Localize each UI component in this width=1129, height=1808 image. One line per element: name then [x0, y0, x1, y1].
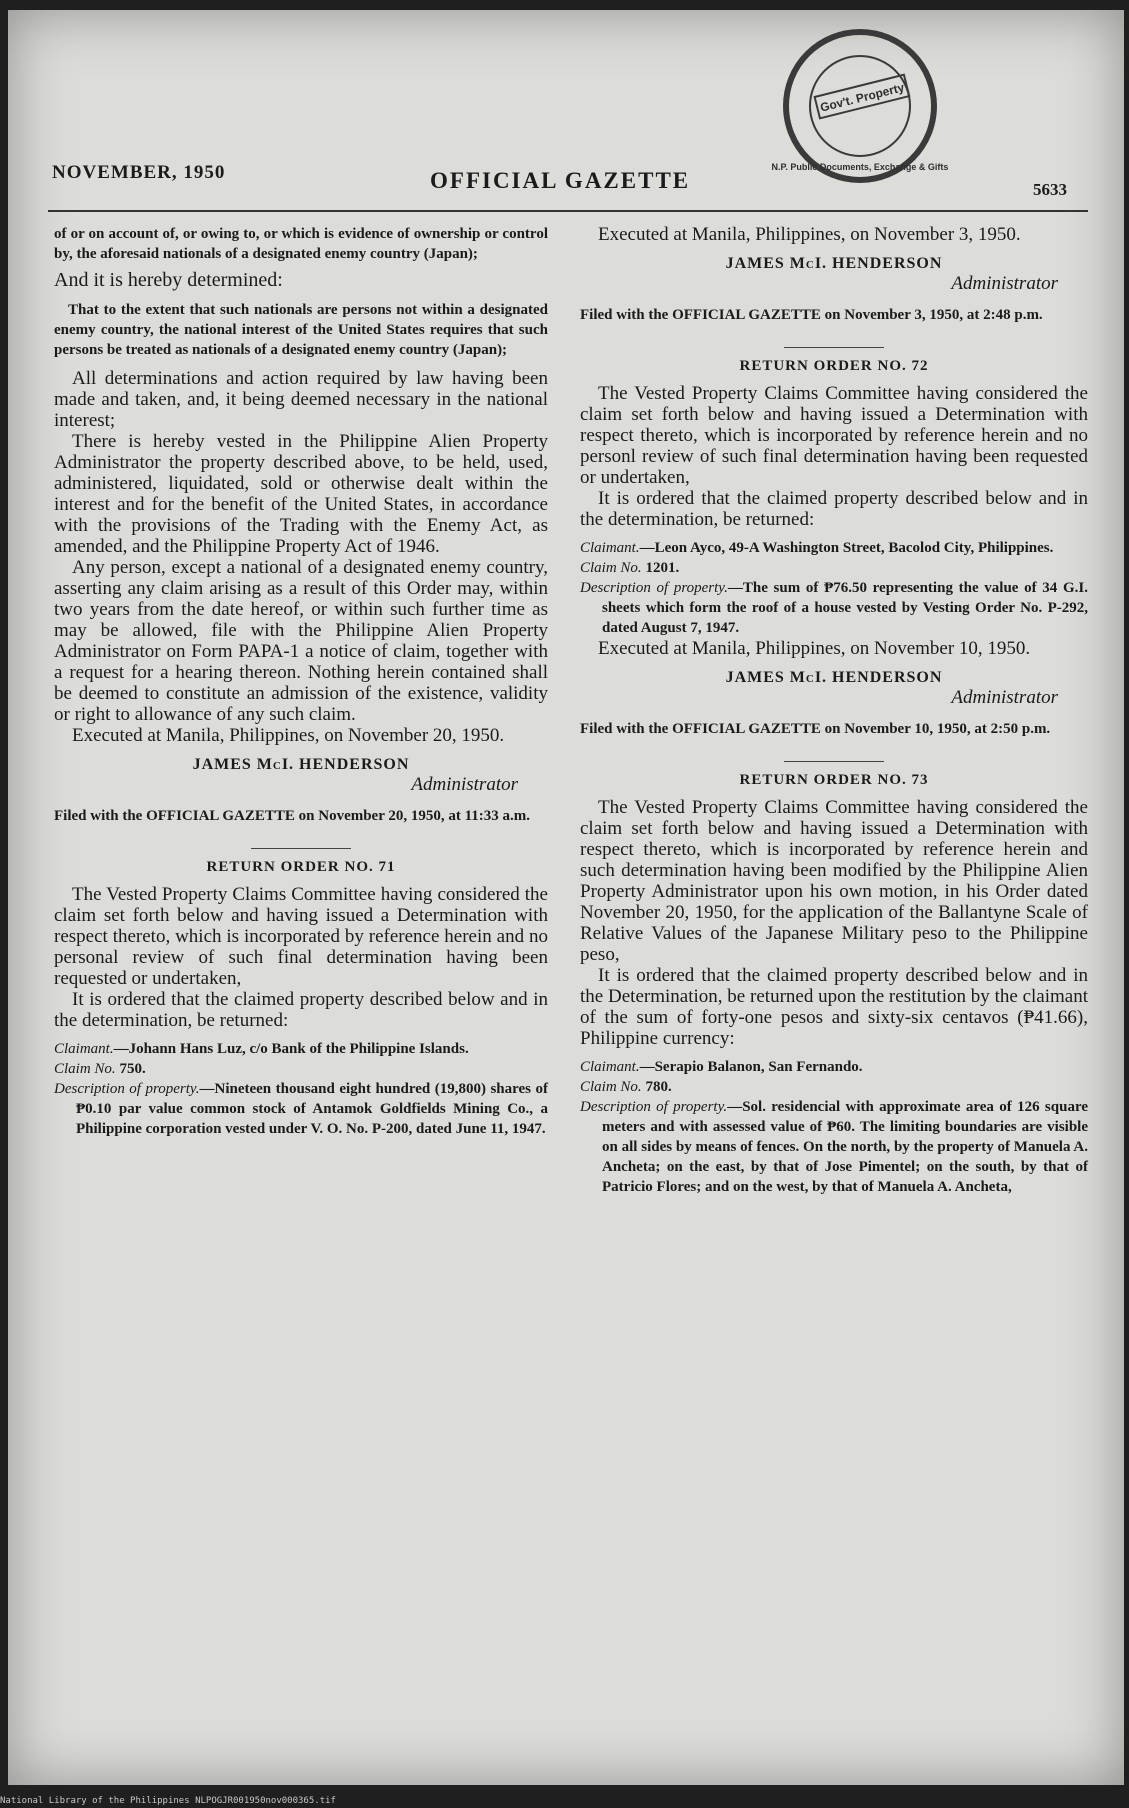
return-order-73-heading: RETURN ORDER NO. 73: [739, 772, 929, 788]
ro73-claim-number: Claim No. 780.: [580, 1079, 672, 1095]
return-order-71-heading: RETURN ORDER NO. 71: [206, 859, 396, 875]
executed-line: Executed at Manila, Philippines, on November 20, 1950.: [72, 725, 505, 746]
vesting-paragraph-4: All determinations and action required by law having been made and taken, and, it being deemed necessary in the national interest;: [54, 368, 548, 431]
vesting-paragraph-5: There is hereby vested in the Philippine Alien Property Administrator the property described above, to be held, used, administered, liquidated, sold or otherwise dealt within the interest and for the benefit of the United States, in accordance with the provisions of the Trading with the Enemy Act, as amended, and the Philippine Property Act of 1946.: [54, 431, 548, 557]
ro72-filing-note: Filed with the OFFICIAL GAZETTE on November 10, 1950, at 2:50 p.m.: [580, 721, 1051, 737]
stamp-text: Gov't. Property: [818, 80, 906, 115]
ro71-claim-number: Claim No. 750.: [54, 1061, 146, 1077]
ro72-paragraph-1: The Vested Property Claims Committee having considered the claim set forth below and having issued a Determination with respect thereto, which is incorporated by reference herein and no personl review of such final determination having been requested or undertaken,: [580, 383, 1088, 488]
filing-note: Filed with the OFFICIAL GAZETTE on November 20, 1950, at 11:33 a.m.: [54, 808, 531, 824]
signatory-name: JAMES McI. HENDERSON: [725, 255, 943, 272]
ro73-description: Description of property.—Sol. residencial with approximate area of 126 square meters and with assessed value of ₱60. The limiting boundaries are visible on all sides by means of fences. On the north, by the property of Manuela A. Ancheta; on the east, by that of Jose Pimentel; on the south, by that of Patricio Flores; and on the west, by that of Manuela A. Ancheta,: [580, 1099, 1088, 1195]
executed-line: Executed at Manila, Philippines, on November 3, 1950.: [598, 224, 1021, 245]
vesting-paragraph-1: of or on account of, or owing to, or which is evidence of ownership or control by, the aforesaid nationals of a designated enemy country (Japan);: [54, 226, 548, 262]
ro72-executed-line: Executed at Manila, Philippines, on November 10, 1950.: [598, 638, 1031, 659]
gazette-page: [8, 10, 1124, 1785]
signatory-name: JAMES McI. HENDERSON: [192, 756, 410, 773]
header-rule: [48, 210, 1088, 212]
ro72-claim-number: Claim No. 1201.: [580, 560, 680, 576]
section-divider: [784, 347, 884, 348]
ro73-paragraph-1: The Vested Property Claims Committee having considered the claim set forth below and having issued a Determination with respect thereto, which is incorporated by reference herein and such determination having been modified by the Philippine Alien Property Administrator upon his own motion, in his Order dated November 20, 1950, for the application of the Ballantyne Scale of Relative Values of the Japanese Military peso to the Philippine peso,: [580, 797, 1088, 965]
ro71-paragraph-1: The Vested Property Claims Committee having considered the claim set forth below and having issued a Determination with respect thereto, which is incorporated by reference herein and no personal review of such final determination having been requested or undertaken,: [54, 884, 548, 989]
return-order-72-heading: RETURN ORDER NO. 72: [739, 358, 929, 374]
ro72-claimant: Claimant.—Leon Ayco, 49-A Washington Street, Bacolod City, Philippines.: [580, 540, 1054, 556]
issue-date: NOVEMBER, 1950: [52, 162, 226, 183]
ro72-description: Description of property.—The sum of ₱76.50 representing the value of 34 G.I. sheets which form the roof of a house vested by Vesting Order No. P-292, dated August 7, 1947.: [580, 580, 1088, 636]
ro72-signatory-title: Administrator: [951, 687, 1058, 708]
right-column: [580, 224, 1088, 1197]
section-divider: [251, 848, 351, 849]
ro71-paragraph-2: It is ordered that the claimed property described below and in the determination, be returned:: [54, 989, 548, 1031]
determination-lead: And it is hereby determined:: [54, 269, 283, 291]
stamp-ring-text: N.P. Public Documents, Exchange & Gifts: [771, 162, 949, 172]
vesting-paragraph-6: Any person, except a national of a designated enemy country, asserting any claim arising as a result of this Order may, within two years from the date hereof, or within such further time as may be allowed, file with the Philippine Alien Property Administrator on Form PAPA-1 a notice of claim, together with a request for a hearing thereon. Nothing herein contained shall be deemed to constitute an admission of the existence, validity or right to allowance of any such claim.: [54, 557, 548, 725]
vesting-paragraph-3: That to the extent that such nationals are persons not within a designated enemy country, the national interest of the United States requires that such persons be treated as nationals of a designated enemy country (Japan);: [54, 302, 548, 358]
scan-source-caption: National Library of the Philippines NLPOGJR001950nov000365.tif: [0, 1796, 336, 1806]
left-column: [54, 224, 548, 1139]
ro72-signatory-name: JAMES McI. HENDERSON: [725, 669, 943, 686]
signatory-title: Administrator: [951, 273, 1058, 294]
publication-title: OFFICIAL GAZETTE: [430, 168, 691, 193]
ro73-paragraph-2: It is ordered that the claimed property described below and in the Determination, be returned upon the restitution by the claimant of the sum of forty-one pesos and sixty-six centavos (₱41.66), Philippine currency:: [580, 965, 1088, 1049]
ro71-claimant: Claimant.—Johann Hans Luz, c/o Bank of the Philippine Islands.: [54, 1041, 469, 1057]
ro71-description: Description of property.—Nineteen thousand eight hundred (19,800) shares of ₱0.10 par value common stock of Antamok Goldfields Mining Co., a Philippine corporation vested under V. O. No. P-200, dated June 11, 1947.: [54, 1081, 548, 1137]
filing-note: Filed with the OFFICIAL GAZETTE on November 3, 1950, at 2:48 p.m.: [580, 307, 1043, 323]
ro72-paragraph-2: It is ordered that the claimed property described below and in the determination, be returned:: [580, 488, 1088, 530]
page-number: 5633: [1033, 180, 1067, 199]
government-property-stamp: [760, 28, 960, 188]
section-divider: [784, 761, 884, 762]
signatory-title: Administrator: [411, 774, 518, 795]
ro73-claimant: Claimant.—Serapio Balanon, San Fernando.: [580, 1059, 863, 1075]
